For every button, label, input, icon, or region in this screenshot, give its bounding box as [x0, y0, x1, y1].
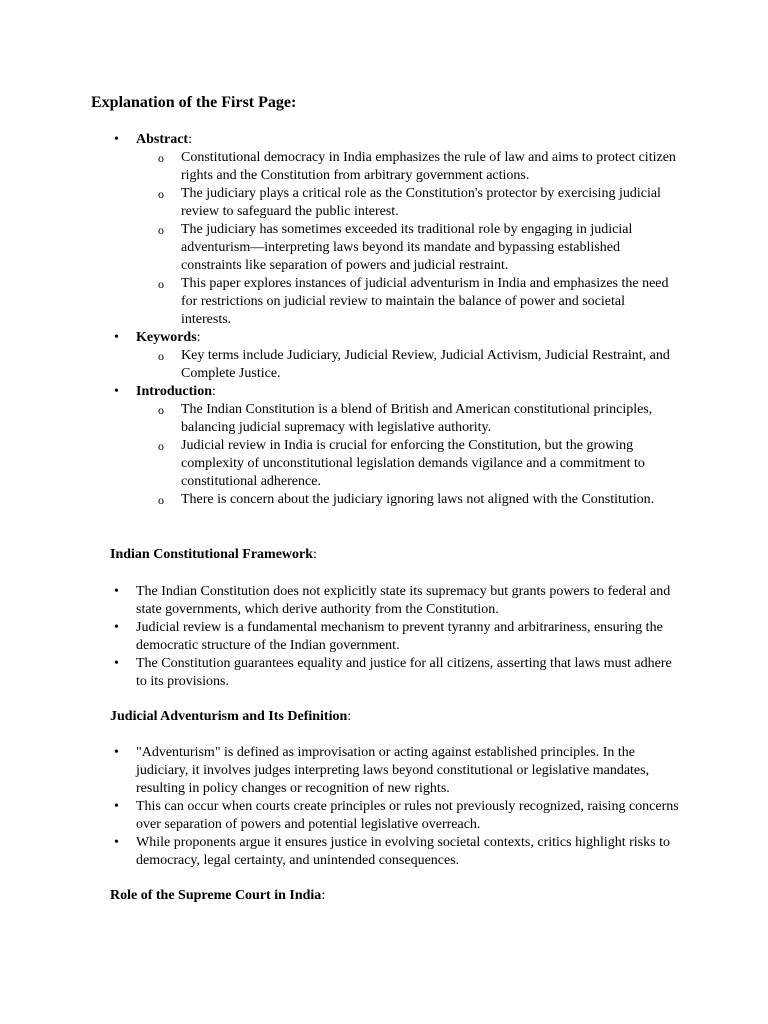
bullet-icon: • — [114, 132, 119, 147]
list-item: o The Indian Constitution is a blend of British and American constitutional principles, balancing judicial supremacy with legislative authority. — [158, 402, 653, 435]
abstract-label: Abstract — [136, 132, 189, 147]
sub-bullet-icon: o — [158, 493, 164, 507]
list-item-keywords: • Keywords: — [114, 330, 201, 345]
page-heading: Explanation of the First Page: — [91, 94, 297, 111]
sub-bullet-icon: o — [158, 151, 164, 165]
sub-bullet-icon: o — [158, 277, 164, 291]
list-item: o The judiciary plays a critical role as the Constitution's protector by exercising judicial review to safeguard the public interest. — [158, 186, 661, 219]
list-item: • "Adventurism" is defined as improvisation or acting against established principles. In the judiciary, it involves judges interpreting laws beyond constitutional or legislative mandates, resulting in policy changes or recognition of new rights. — [114, 745, 650, 796]
framework-list — [0, 583, 768, 691]
list-item: • Judicial review is a fundamental mechanism to prevent tyranny and arbitrariness, ensuring the democratic structure of the Indian government. — [114, 620, 663, 653]
section-title-adventurism: Judicial Adventurism and Its Definition: — [110, 709, 352, 724]
list-item: o This paper explores instances of judicial adventurism in India and emphasizes the need for restrictions on judicial review to maintain the balance of power and societal interests. — [158, 276, 669, 327]
list-item-introduction: • Introduction: — [114, 384, 216, 399]
adventurism-list — [0, 744, 768, 870]
sub-bullet-icon: o — [158, 403, 164, 417]
introduction-label: Introduction — [136, 384, 212, 399]
bullet-icon: • — [114, 584, 119, 599]
list-item: o Judicial review in India is crucial for enforcing the Constitution, but the growing complexity of unconstitutional legislation demands vigilance and a commitment to constitutional adherence. — [158, 438, 645, 489]
bullet-icon: • — [114, 620, 119, 635]
list-item: o Constitutional democracy in India emphasizes the rule of law and aims to protect citizen rights and the Constitution from arbitrary government actions. — [158, 150, 676, 183]
list-item: • This can occur when courts create principles or rules not previously recognized, raising concerns over separation of powers and potential legislative overreach. — [114, 799, 679, 832]
list-item-abstract: • Abstract: — [114, 132, 192, 147]
bullet-icon: • — [114, 799, 119, 814]
list-item: • The Indian Constitution does not explicitly state its supremacy but grants powers to federal and state governments, which derive authority from the Constitution. — [114, 584, 671, 617]
sub-bullet-icon: o — [158, 187, 164, 201]
list-item: o There is concern about the judiciary ignoring laws not aligned with the Constitution. — [158, 492, 655, 507]
bullet-icon: • — [114, 656, 119, 671]
overview-list — [0, 131, 768, 509]
keywords-label: Keywords — [136, 330, 197, 345]
sub-bullet-icon: o — [158, 439, 164, 453]
section-title-supreme-court: Role of the Supreme Court in India: — [110, 888, 326, 903]
list-item: o Key terms include Judiciary, Judicial Review, Judicial Activism, Judicial Restraint, and Complete Justice. — [158, 348, 670, 381]
bullet-icon: • — [114, 745, 119, 760]
sub-bullet-icon: o — [158, 349, 164, 363]
list-item: • While proponents argue it ensures justice in evolving societal contexts, critics highlight risks to democracy, legal certainty, and unintended consequences. — [114, 835, 670, 868]
bullet-icon: • — [114, 330, 119, 345]
bullet-icon: • — [114, 384, 119, 399]
bullet-icon: • — [114, 835, 119, 850]
section-title-framework: Indian Constitutional Framework: — [110, 547, 317, 562]
sub-bullet-icon: o — [158, 223, 164, 237]
list-item: o The judiciary has sometimes exceeded its traditional role by engaging in judicial adventurism—interpreting laws beyond its mandate and bypassing established constraints like separation of powers and judicial restraint. — [158, 222, 633, 273]
list-item: • The Constitution guarantees equality and justice for all citizens, asserting that laws must adhere to its provisions. — [114, 656, 672, 689]
